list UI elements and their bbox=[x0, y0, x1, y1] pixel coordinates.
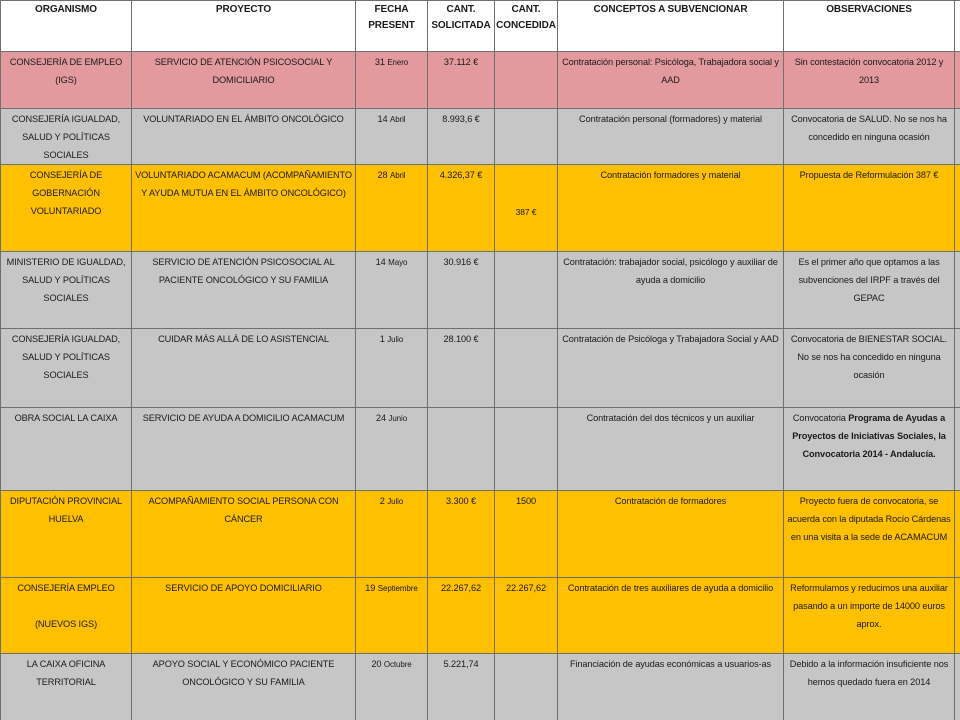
cell-conceptos[interactable]: Contratación formadores y material bbox=[558, 165, 784, 252]
header-extra[interactable] bbox=[955, 1, 960, 52]
cell-proyecto[interactable]: ACOMPAÑAMIENTO SOCIAL PERSONA CON CÁNCER bbox=[132, 491, 356, 578]
table-row bbox=[1, 654, 960, 720]
table-row bbox=[1, 52, 960, 109]
cell-concedida[interactable] bbox=[495, 408, 558, 491]
cell-observaciones[interactable]: Debido a la información insuficiente nos hemos quedado fuera en 2014 bbox=[784, 654, 955, 720]
cell-fecha[interactable] bbox=[356, 109, 428, 165]
fecha-mes: Julio bbox=[387, 497, 404, 506]
cell-concedida[interactable] bbox=[495, 654, 558, 720]
cell-fecha[interactable] bbox=[356, 408, 428, 491]
cell-proyecto[interactable]: VOLUNTARIADO ACAMACUM (ACOMPAÑAMIENTO Y AYUDA MUTUA EN EL ÁMBITO ONCOLÓGICO) bbox=[132, 165, 356, 252]
header-proyecto[interactable]: PROYECTO bbox=[132, 1, 356, 52]
cell-observaciones[interactable] bbox=[784, 408, 955, 491]
cell-conceptos[interactable]: Contratación de tres auxiliares de ayuda a domicilio bbox=[558, 578, 784, 654]
cell-solicitada[interactable]: 3.300 € bbox=[428, 491, 495, 578]
fecha-mes: Abril bbox=[389, 115, 406, 124]
cell-conceptos[interactable]: Contratación del dos técnicos y un auxiliar bbox=[558, 408, 784, 491]
cell-conceptos[interactable]: Contratación: trabajador social, psicólogo y auxiliar de ayuda a domicilio bbox=[558, 252, 784, 329]
header-organismo[interactable]: ORGANISMO bbox=[1, 1, 132, 52]
observaciones-prefix: Convocatoria bbox=[792, 413, 849, 423]
fecha-mes: Julio bbox=[387, 335, 404, 344]
cell-organismo[interactable]: CONSEJERÍA DE GOBERNACIÓN VOLUNTARIADO bbox=[1, 165, 132, 252]
fecha-dia: 2 bbox=[379, 496, 385, 506]
fecha-mes: Octubre bbox=[383, 660, 412, 669]
fecha-mes: Mayo bbox=[388, 258, 408, 267]
cell-organismo[interactable]: LA CAIXA OFICINA TERRITORIAL bbox=[1, 654, 132, 720]
cell-organismo[interactable] bbox=[1, 578, 132, 654]
table-row bbox=[1, 329, 960, 408]
cell-organismo[interactable]: DIPUTACIÓN PROVINCIAL HUELVA bbox=[1, 491, 132, 578]
cell-observaciones[interactable]: Es el primer año que optamos a las subvenciones del IRPF a través del GEPAC bbox=[784, 252, 955, 329]
fecha-mes: Junio bbox=[388, 414, 408, 423]
organismo-name: CONSEJERÍA EMPLEO bbox=[17, 583, 115, 593]
cell-extra[interactable] bbox=[955, 109, 960, 165]
cell-solicitada[interactable]: 5.221,74 bbox=[428, 654, 495, 720]
cell-solicitada[interactable]: 4.326,37 € bbox=[428, 165, 495, 252]
header-observaciones[interactable]: OBSERVACIONES bbox=[784, 1, 955, 52]
fecha-dia: 14 bbox=[375, 257, 386, 267]
cell-conceptos[interactable]: Contratación de formadores bbox=[558, 491, 784, 578]
cell-conceptos[interactable]: Financiación de ayudas económicas a usuarios-as bbox=[558, 654, 784, 720]
cell-organismo[interactable]: CONSEJERÍA DE EMPLEO (IGS) bbox=[1, 52, 132, 109]
cell-observaciones[interactable]: Propuesta de Reformulación 387 € bbox=[784, 165, 955, 252]
fecha-mes: Enero bbox=[387, 58, 409, 67]
cell-fecha[interactable] bbox=[356, 654, 428, 720]
cell-fecha[interactable] bbox=[356, 329, 428, 408]
cell-concedida[interactable] bbox=[495, 252, 558, 329]
cell-proyecto[interactable]: SERVICIO DE ATENCIÓN PSICOSOCIAL AL PACIENTE ONCOLÓGICO Y SU FAMILIA bbox=[132, 252, 356, 329]
table-row bbox=[1, 491, 960, 578]
cell-solicitada[interactable]: 28.100 € bbox=[428, 329, 495, 408]
table-row bbox=[1, 165, 960, 252]
fecha-dia: 31 bbox=[374, 57, 385, 67]
cell-concedida[interactable] bbox=[495, 52, 558, 109]
cell-fecha[interactable] bbox=[356, 52, 428, 109]
cell-organismo[interactable]: OBRA SOCIAL LA CAIXA bbox=[1, 408, 132, 491]
cell-fecha[interactable] bbox=[356, 491, 428, 578]
cell-solicitada[interactable]: 8.993,6 € bbox=[428, 109, 495, 165]
cell-proyecto[interactable]: SERVICIO DE APOYO DOMICILIARIO bbox=[132, 578, 356, 654]
header-conceptos[interactable]: CONCEPTOS A SUBVENCIONAR bbox=[558, 1, 784, 52]
cell-proyecto[interactable]: APOYO SOCIAL Y ECONÓMICO PACIENTE ONCOLÓGICO Y SU FAMILIA bbox=[132, 654, 356, 720]
cell-observaciones[interactable]: Convocatoria de BIENESTAR SOCIAL. No se nos ha concedido en ninguna ocasión bbox=[784, 329, 955, 408]
table-row bbox=[1, 109, 960, 165]
cell-concedida[interactable] bbox=[495, 329, 558, 408]
cell-solicitada[interactable]: 37.112 € bbox=[428, 52, 495, 109]
table-row bbox=[1, 408, 960, 491]
cell-solicitada[interactable] bbox=[428, 408, 495, 491]
cell-organismo[interactable]: CONSEJERÍA IGUALDAD, SALUD Y POLÍTICAS SOCIALES bbox=[1, 109, 132, 165]
cell-extra[interactable] bbox=[955, 491, 960, 578]
cell-conceptos[interactable]: Contratación de Psicóloga y Trabajadora Social y AAD bbox=[558, 329, 784, 408]
cell-observaciones[interactable]: Sin contestación convocatoria 2012 y 2013 bbox=[784, 52, 955, 109]
organismo-note: (NUEVOS IGS) bbox=[34, 619, 98, 629]
fecha-mes: Abril bbox=[389, 171, 406, 180]
cell-conceptos[interactable]: Contratación personal (formadores) y material bbox=[558, 109, 784, 165]
header-concedida[interactable]: CANT. CONCEDIDA bbox=[495, 1, 558, 52]
cell-conceptos[interactable]: Contratación personal: Psicóloga, Trabajadora social y AAD bbox=[558, 52, 784, 109]
header-fecha[interactable]: FECHA PRESENT bbox=[356, 1, 428, 52]
cell-extra[interactable] bbox=[955, 408, 960, 491]
header-solicitada[interactable]: CANT. SOLICITADA bbox=[428, 1, 495, 52]
cell-fecha[interactable] bbox=[356, 165, 428, 252]
cell-observaciones[interactable]: Convocatoria de SALUD. No se nos ha concedido en ninguna ocasión bbox=[784, 109, 955, 165]
fecha-dia: 28 bbox=[377, 170, 388, 180]
cell-extra[interactable] bbox=[955, 52, 960, 109]
table-row bbox=[1, 252, 960, 329]
cell-concedida[interactable] bbox=[495, 109, 558, 165]
header-row bbox=[1, 1, 960, 52]
fecha-dia: 14 bbox=[377, 114, 388, 124]
cell-observaciones[interactable]: Proyecto fuera de convocatoria, se acuerda con la diputada Rocío Cárdenas en una visita a la sede de ACAMACUM bbox=[784, 491, 955, 578]
cell-fecha[interactable] bbox=[356, 252, 428, 329]
cell-extra[interactable] bbox=[955, 252, 960, 329]
cell-organismo[interactable]: MINISTERIO DE IGUALDAD, SALUD Y POLÍTICAS SOCIALES bbox=[1, 252, 132, 329]
cell-proyecto[interactable]: SERVICIO DE ATENCIÓN PSICOSOCIAL Y DOMICILIARIO bbox=[132, 52, 356, 109]
cell-concedida[interactable]: 1500 bbox=[495, 491, 558, 578]
organismo-spacer bbox=[2, 597, 130, 615]
cell-fecha[interactable] bbox=[356, 578, 428, 654]
cell-extra[interactable] bbox=[955, 329, 960, 408]
cell-concedida[interactable]: 22.267,62 bbox=[495, 578, 558, 654]
fecha-dia: 20 bbox=[371, 659, 382, 669]
cell-extra[interactable] bbox=[955, 654, 960, 720]
cell-extra[interactable] bbox=[955, 578, 960, 654]
cell-solicitada[interactable]: 30.916 € bbox=[428, 252, 495, 329]
cell-proyecto[interactable]: SERVICIO DE AYUDA A DOMICILIO ACAMACUM bbox=[132, 408, 356, 491]
observaciones-bold: Programa de Ayudas a Proyectos de Iniciativas Sociales, la Convocatoria 2014 - Andalucía. bbox=[792, 413, 946, 459]
cell-extra[interactable] bbox=[955, 165, 960, 252]
fecha-dia: 19 bbox=[365, 583, 376, 593]
cell-organismo[interactable]: CONSEJERÍA IGUALDAD, SALUD Y POLÍTICAS SOCIALES bbox=[1, 329, 132, 408]
cell-observaciones[interactable]: Reformulamos y reducimos una auxiliar pasando a un importe de 14000 euros aprox. bbox=[784, 578, 955, 654]
fecha-dia: 1 bbox=[379, 334, 385, 344]
cell-proyecto[interactable]: VOLUNTARIADO EN EL ÁMBITO ONCOLÓGICO bbox=[132, 109, 356, 165]
table-row bbox=[1, 578, 960, 654]
cell-proyecto[interactable]: CUIDAR MÁS ALLÁ DE LO ASISTENCIAL bbox=[132, 329, 356, 408]
fecha-mes: Septiembre bbox=[377, 584, 418, 593]
cell-concedida[interactable]: 387 € bbox=[495, 165, 558, 252]
fecha-dia: 24 bbox=[375, 413, 386, 423]
cell-solicitada[interactable]: 22.267,62 bbox=[428, 578, 495, 654]
